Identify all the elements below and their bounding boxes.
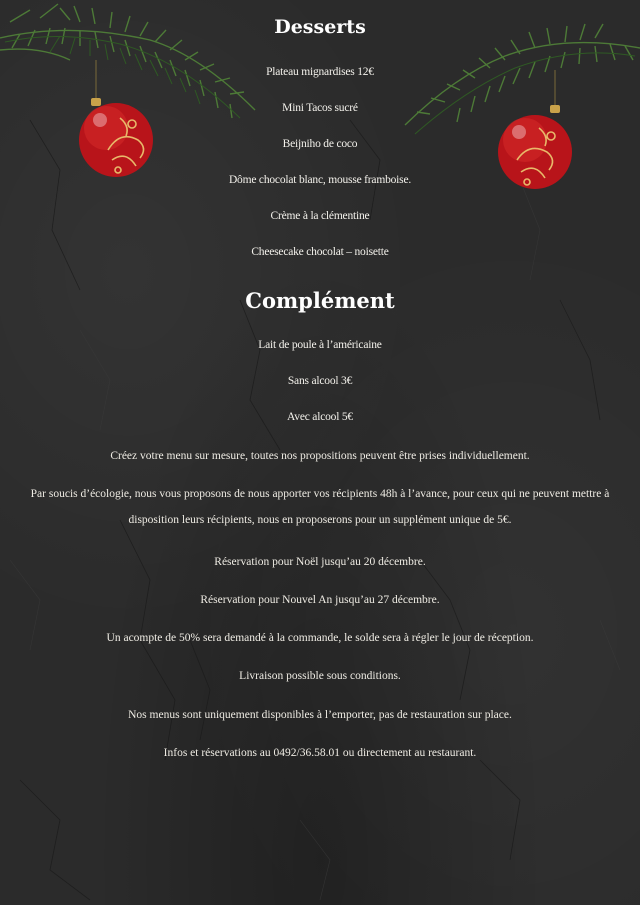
- contact-note: Infos et réservations au 0492/36.58.01 ou directement au restaurant.: [163, 747, 477, 759]
- complement-title: Complément: [245, 288, 395, 313]
- dessert-item: Crème à la clémentine: [270, 210, 370, 222]
- complement-item: Sans alcool 3€: [287, 375, 353, 387]
- dessert-item: Dôme chocolat blanc, mousse framboise.: [228, 174, 412, 186]
- takeaway-note: Nos menus sont uniquement disponibles à l’emporter, pas de restauration sur place.: [128, 709, 512, 721]
- dessert-item: Cheesecake chocolat – noisette: [251, 246, 389, 258]
- custom-menu-note: Créez votre menu sur mesure, toutes nos propositions peuvent être prises individuellement.: [110, 450, 530, 462]
- delivery-note: Livraison possible sous conditions.: [239, 670, 401, 682]
- newyear-booking-note: Réservation pour Nouvel An jusqu’au 27 décembre.: [200, 594, 440, 606]
- ecology-note: Par soucis d’écologie, nous vous proposons de nous apporter vos récipients 48h à l’avance, pour ceux qui ne peuvent mettre à disposition leurs récipients, nous en proposerons pour un supplément unique de 5€.: [30, 488, 610, 526]
- dessert-item: Mini Tacos sucré: [282, 102, 358, 114]
- dessert-item: Plateau mignardises 12€: [266, 66, 374, 78]
- deposit-note: Un acompte de 50% sera demandé à la commande, le solde sera à régler le jour de réception.: [106, 632, 534, 644]
- complement-item: Lait de poule à l’américaine: [258, 339, 382, 351]
- dessert-item: Beijniho de coco: [282, 138, 358, 150]
- christmas-booking-note: Réservation pour Noël jusqu’au 20 décembre.: [214, 556, 426, 568]
- desserts-title: Desserts: [274, 16, 366, 38]
- complement-item: Avec alcool 5€: [287, 411, 353, 423]
